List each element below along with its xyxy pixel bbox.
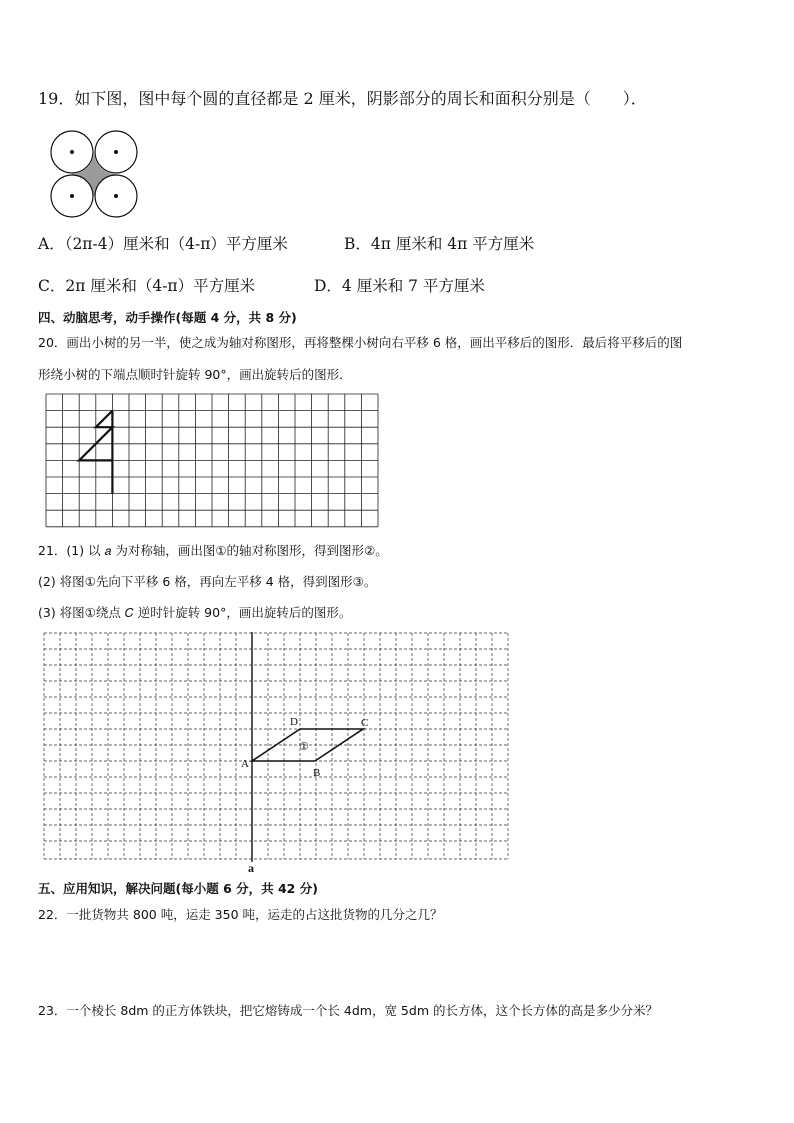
option-b[interactable]: B．4π 厘米和 4π 平方厘米: [344, 235, 535, 253]
label-shape-1: ①: [299, 741, 309, 753]
tree-grid[interactable]: [45, 393, 382, 528]
q22-text: 22．一批货物共 800 吨，运走 350 吨，运走的占这批货物的几分之几？: [38, 907, 443, 922]
q21-line1: 21．(1) 以 𝑎 为对称轴，画出图①的轴对称图形，得到图形②。: [38, 543, 388, 558]
label-C: C: [361, 717, 369, 729]
q23-text: 23．一个棱长 8dm 的正方体铁块，把它熔铸成一个长 4dm，宽 5dm 的长方体，这个长方体的高是多少分米？: [38, 1003, 658, 1018]
label-axis-a: a: [248, 861, 254, 874]
q20-line2: 形绕小树的下端点顺时针旋转 90°，画出旋转后的图形．: [38, 367, 352, 382]
label-B: B: [313, 767, 321, 779]
parallelogram-grid[interactable]: [42, 632, 512, 874]
option-a[interactable]: A．（2π-4）厘米和（4-π）平方厘米: [38, 235, 288, 253]
label-A: A: [241, 758, 249, 770]
q19-row-cd: [38, 274, 485, 296]
option-d[interactable]: D．4 厘米和 7 平方厘米: [314, 277, 485, 295]
q19-row-ab: [38, 232, 535, 254]
option-c[interactable]: C．2π 厘米和（4-π）平方厘米: [38, 277, 256, 295]
q19-text: 19．如下图，图中每个圆的直径都是 2 厘米，阴影部分的周长和面积分别是（ ）．: [38, 89, 647, 108]
section-5-heading: 五、应用知识，解决问题(每小题 6 分，共 42 分): [38, 881, 318, 896]
q20-line1: 20．画出小树的另一半，使之成为轴对称图形，再将整棵小树向右平移 6 格，画出平移后的图形．最后将平移后的图: [38, 335, 683, 350]
four-circles-figure: [50, 130, 140, 220]
q21-line3: (3) 将图①绕点 𝐶 逆时针旋转 90°，画出旋转后的图形。: [38, 605, 352, 620]
label-D: D: [290, 716, 298, 728]
section-4-heading: 四、动脑思考，动手操作(每题 4 分，共 8 分): [38, 310, 297, 325]
q21-line2: (2) 将图①先向下平移 6 格，再向左平移 4 格，得到图形③。: [38, 574, 377, 589]
